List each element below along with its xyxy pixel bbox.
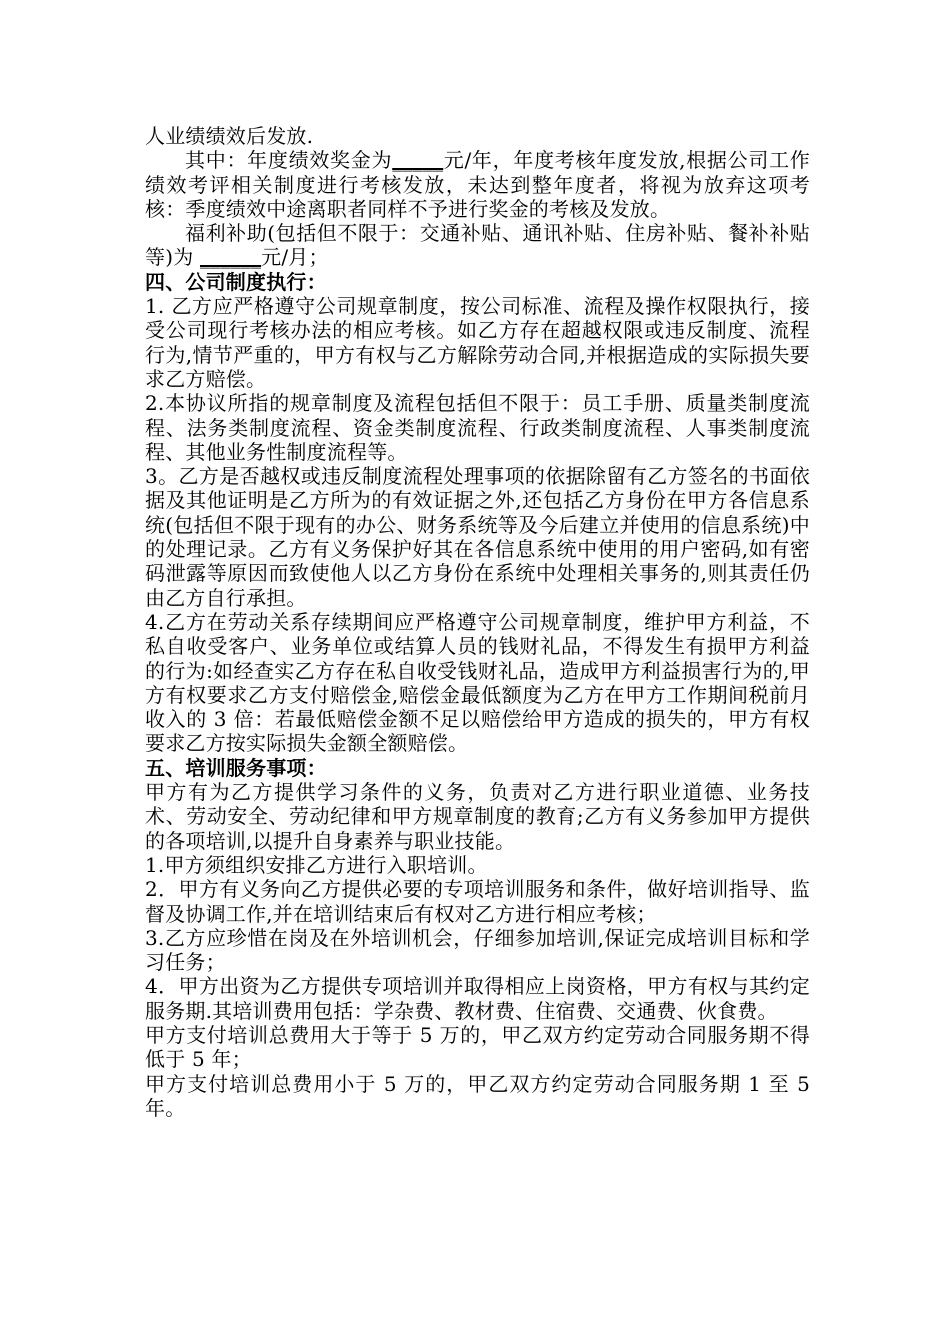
paragraph-rules-item-2: 2.本协议所指的规章制度及流程包括但不限于：员工手册、质量类制度流程、法务类制度流程、资金类制度流程、行政类制度流程、人事类制度流程、其他业务性制度流程等。	[145, 391, 810, 464]
annual-bonus-suffix: 元/年，年度考核年度发放,根据公司工作绩效考评相关制度进行考核发放，未达到整年度者，将视为放弃这项考核：季度绩效中途离职者同样不予进行奖金的考核及发放。	[145, 148, 811, 221]
paragraph-annual-bonus	[145, 148, 810, 221]
paragraph-rules-item-3: 3。乙方是否越权或违反制度流程处理事项的依据除留有乙方签名的书面依据及其他证明是乙方所为的有效证据之外,还包括乙方身份在甲方各信息系统(包括但不限于现有的办公、财务系统等及今后建立并使用的信息系统)中的处理记录。乙方有义务保护好其在各信息系统中使用的用户密码,如有密码泄露等原因而致使他人以乙方身份在系统中处理相关事务的,则其责任仍由乙方自行承担。	[145, 464, 810, 610]
welfare-suffix: 元/月；	[261, 245, 329, 270]
paragraph-training-intro: 甲方有为乙方提供学习条件的义务，负责对乙方进行职业道德、业务技术、劳动安全、劳动纪律和甲方规章制度的教育;乙方有义务参加甲方提供的各项培训,以提升自身素养与职业技能。	[145, 780, 810, 853]
annual-bonus-prefix: 其中：年度绩效奖金为	[185, 148, 393, 173]
paragraph-training-item-3: 3.乙方应珍惜在岗及在外培训机会，仔细参加培训,保证完成培训目标和学习任务；	[145, 925, 810, 975]
paragraph-rules-item-4: 4.乙方在劳动关系存续期间应严格遵守公司规章制度，维护甲方利益，不私自收受客户、业务单位或结算人员的钱财礼品，不得发生有损甲方利益的行为:如经查实乙方存在私自收受钱财礼品，造成甲方利益损害行为的,甲方有权要求乙方支付赔偿金,赔偿金最低额度为乙方在甲方工作期间税前月收入的 3 倍：若最低赔偿金额不足以赔偿给甲方造成的损失的，甲方有权要求乙方按实际损失金额全额赔偿。	[145, 609, 810, 756]
paragraph-training-item-4: 4．甲方出资为乙方提供专项培训并取得相应上岗资格，甲方有权与其约定服务期.其培训费用包括：学杂费、教材费、住宿费、交通费、伙食费。	[145, 974, 810, 1023]
paragraph-training-cost-low: 甲方支付培训总费用小于 5 万的，甲乙双方约定劳动合同服务期 1 至 5 年。	[145, 1071, 810, 1120]
paragraph-welfare-allowance	[145, 221, 810, 270]
document-page	[145, 124, 810, 1120]
welfare-prefix: 福利补助(包括但不限于：交通补贴、通讯补贴、住房补贴、餐补补贴等)为	[145, 221, 810, 270]
annual-bonus-blank: _____	[392, 148, 444, 173]
section-heading-training: 五、培训服务事项：	[145, 755, 327, 780]
paragraph-training-item-2: 2．甲方有义务向乙方提供必要的专项培训服务和条件，做好培训指导、监督及协调工作,并在培训结束后有权对乙方进行相应考核；	[145, 877, 810, 926]
paragraph-performance-payment: 人业绩绩效后发放.	[145, 124, 314, 148]
paragraph-training-item-1: 1.甲方须组织安排乙方进行入职培训。	[145, 852, 488, 877]
paragraph-rules-item-1: 1. 乙方应严格遵守公司规章制度，按公司标准、流程及操作权限执行，接受公司现行考核办法的相应考核。如乙方存在超越权限或违反制度、流程行为,情节严重的，甲方有权与乙方解除劳动合同,并根据造成的实际损失要求乙方赔偿。	[145, 294, 810, 391]
section-heading-company-rules: 四、公司制度执行：	[145, 269, 327, 294]
paragraph-training-cost-high: 甲方支付培训总费用大于等于 5 万的，甲乙双方约定劳动合同服务期不得低于 5 年；	[145, 1022, 810, 1072]
welfare-blank: ______	[199, 245, 262, 270]
